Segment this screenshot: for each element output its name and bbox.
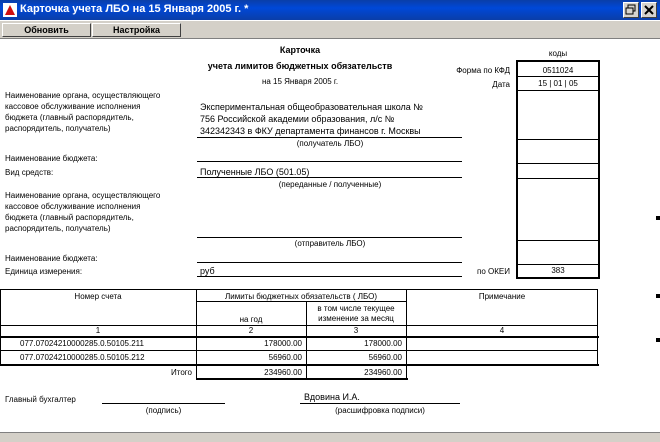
table-vline (597, 289, 598, 365)
col-limits-header: Лимиты бюджетных обязательств ( ЛБО) (224, 292, 378, 301)
doc-title: Карточка (279, 45, 321, 55)
codes-line (516, 139, 599, 140)
col-current-header: в том числе текущее (317, 304, 395, 313)
unit-label: Единица измерения: (5, 267, 83, 276)
doc-date: на 15 Января 2005 г. (261, 77, 339, 86)
table-vline (196, 289, 197, 379)
toolbar (0, 21, 660, 39)
total-current: 234960.00 (364, 368, 402, 377)
row-year: 178000.00 (264, 339, 302, 348)
org-value-line: Экспериментальная общеобразовательная школа № (200, 102, 423, 112)
underline (197, 237, 462, 238)
form-label: Форма по КФД (456, 66, 510, 75)
row-account: 077.07024210000285.0.50105.212 (20, 353, 145, 362)
window-title: Карточка учета ЛБО на 15 Января 2005 г. * (20, 3, 249, 15)
date-label: Дата (492, 80, 510, 89)
role-label: Главный бухгалтер (5, 395, 76, 404)
close-icon (642, 3, 656, 17)
table-top-border (0, 289, 598, 290)
codes-line (516, 90, 599, 91)
col-year-header: на год (239, 315, 263, 324)
col-current-header: изменение за месяц (318, 314, 394, 323)
unit-value: руб (200, 266, 215, 276)
signer-name: Вдовина И.А. (304, 392, 360, 402)
status-bar (0, 432, 660, 442)
row-account: 077.07024210000285.0.50105.211 (20, 339, 144, 348)
org2-label-line: бюджета (главный распорядитель, (5, 213, 134, 222)
underline (197, 137, 462, 138)
sender-caption: (отправитель ЛБО) (294, 239, 366, 248)
budget2-label: Наименование бюджета: (5, 254, 98, 263)
funds-value: Полученные ЛБО (501.05) (200, 167, 310, 177)
total-label: Итого (171, 368, 192, 377)
org2-label-line: кассовое обслуживание исполнения (5, 202, 141, 211)
date-code: 15 | 01 | 05 (538, 79, 578, 88)
underline (197, 276, 462, 277)
org2-label-line: Наименование органа, осуществляющего (5, 191, 161, 200)
funds-label: Вид средств: (5, 168, 54, 177)
table-line (0, 350, 598, 351)
col-num-4: 4 (499, 326, 505, 335)
title-bar (0, 0, 660, 20)
col-num-1: 1 (95, 326, 101, 335)
okei-code: 383 (551, 266, 565, 275)
table-line (196, 301, 406, 302)
doc-subtitle: учета лимитов бюджетных обязательств (207, 61, 393, 71)
codes-header: коды (548, 49, 568, 58)
codes-box-left (516, 60, 518, 278)
org-label-line: распорядитель, получатель) (5, 124, 111, 133)
sign-caption: (подпись) (145, 406, 182, 415)
org-label-line: Наименование органа, осуществляющего (5, 91, 161, 100)
close-button[interactable] (641, 2, 657, 18)
col-num-2: 2 (248, 326, 254, 335)
table-vline (0, 289, 1, 365)
resize-marker (656, 294, 660, 298)
org2-label-line: распорядитель, получатель) (5, 224, 111, 233)
org-label-line: бюджета (главный распорядитель, (5, 113, 134, 122)
row-year: 56960.00 (268, 353, 302, 362)
codes-box-top (516, 60, 600, 62)
underline (197, 161, 462, 162)
org-value-line: 342342343 в ФКУ департамента финансов г. Москвы (200, 126, 421, 136)
org-label-line: кассовое обслуживание исполнения (5, 102, 141, 111)
resize-marker (656, 216, 660, 220)
underline (197, 177, 462, 178)
recipient-caption: (получатель ЛБО) (296, 139, 364, 148)
budget-label: Наименование бюджета: (5, 154, 98, 163)
app-icon (3, 3, 17, 17)
codes-line (516, 178, 599, 179)
okei-label: по ОКЕИ (477, 267, 510, 276)
restore-button[interactable] (623, 2, 639, 18)
decode-caption: (расшифровка подписи) (335, 406, 425, 415)
settings-button[interactable]: Настройка (92, 23, 181, 37)
resize-marker (656, 338, 660, 342)
document-area (0, 40, 660, 432)
table-vline (306, 301, 307, 379)
signature-line (102, 403, 225, 404)
restore-icon (624, 3, 638, 17)
codes-line (516, 76, 599, 77)
codes-line (516, 264, 599, 265)
underline (197, 262, 462, 263)
col-num-3: 3 (353, 326, 359, 335)
col-note-header: Примечание (478, 292, 526, 301)
codes-line (516, 240, 599, 241)
table-line (196, 378, 408, 380)
total-year: 234960.00 (264, 368, 302, 377)
codes-box-right (598, 60, 600, 278)
refresh-button[interactable]: Обновить (2, 23, 91, 37)
codes-box-bottom (516, 277, 600, 279)
form-code: 0511024 (542, 66, 574, 75)
table-line (0, 336, 599, 338)
row-current: 178000.00 (364, 339, 402, 348)
org-value-line: 756 Российской академии образования, л/с № (200, 114, 395, 124)
table-line (0, 364, 599, 366)
row-current: 56960.00 (368, 353, 402, 362)
table-vline (406, 289, 407, 379)
funds-caption: (переданные / полученные) (278, 180, 382, 189)
name-line (300, 403, 460, 404)
col-account-header: Номер счета (74, 292, 122, 301)
codes-line (516, 163, 599, 164)
